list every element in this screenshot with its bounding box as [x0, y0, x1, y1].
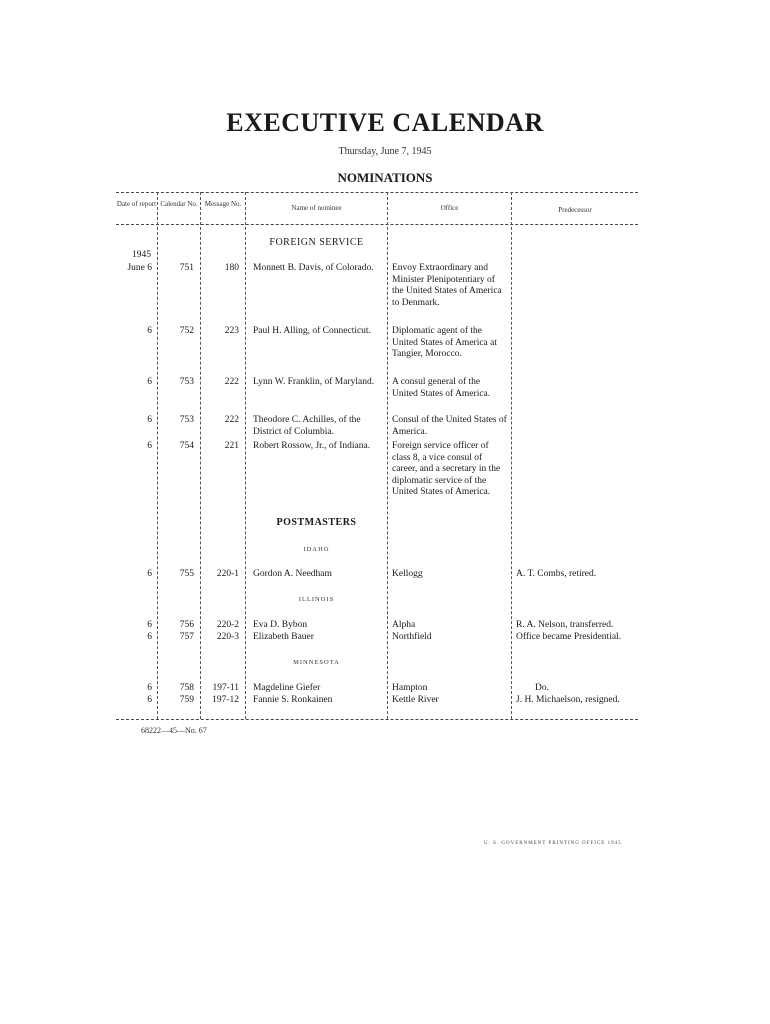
office-cell: Consul of the United States of America. [392, 415, 507, 437]
predecessor-cell: J. H. Michaelson, resigned. [516, 695, 620, 705]
office-cell: Alpha [392, 620, 416, 630]
calendar-no-cell: 756 [179, 620, 194, 630]
date-cell: 6 [147, 326, 152, 336]
message-no-cell: 223 [224, 326, 239, 336]
message-no-cell: 221 [224, 441, 239, 451]
message-no-cell: 220-3 [216, 632, 239, 642]
column-divider [511, 192, 512, 719]
foreign-service-heading: FOREIGN SERVICE [269, 237, 364, 248]
document-code: 68222—45—No. 67 [141, 726, 207, 735]
column-header-calendar-no: Calendar No. [160, 200, 198, 208]
date-cell: 6 [147, 632, 152, 642]
date-cell: 6 [147, 377, 152, 387]
office-cell: Hampton [392, 683, 428, 693]
office-cell: Diplomatic agent of the United States of America at Tangier, Morocco. [392, 326, 497, 359]
date-cell: 6 [147, 695, 152, 705]
state-heading: IDAHO [303, 546, 330, 553]
calendar-no-cell: 754 [179, 441, 194, 451]
column-divider [387, 192, 388, 719]
office-cell: Foreign service officer of class 8, a vice consul of career, and a secretary in the diplomatic service of the United States of America. [392, 441, 501, 497]
message-no-cell: 197-12 [212, 695, 239, 705]
message-no-cell: 197-11 [212, 683, 239, 693]
office-cell: Envoy Extraordinary and Minister Plenipotentiary of the United States of America to Denmark. [392, 263, 502, 308]
nominee-cell: Theodore C. Achilles, of the District of Columbia. [253, 415, 361, 437]
calendar-no-cell: 753 [179, 377, 194, 387]
printer-imprint: U. S. GOVERNMENT PRINTING OFFICE 1945 [484, 841, 622, 846]
calendar-no-cell: 752 [179, 326, 194, 336]
predecessor-cell: Office became Presidential. [516, 632, 622, 642]
nominee-cell: Monnett B. Davis, of Colorado. [253, 263, 374, 273]
year-label: 1945 [132, 250, 151, 260]
message-no-cell: 222 [224, 415, 239, 425]
predecessor-cell: R. A. Nelson, transferred. [516, 620, 614, 630]
date-cell: 6 [147, 415, 152, 425]
calendar-no-cell: 757 [179, 632, 194, 642]
nominee-cell: Lynn W. Franklin, of Maryland. [253, 377, 375, 387]
column-header-office: Office [440, 204, 459, 212]
nominee-cell: Elizabeth Bauer [253, 632, 314, 642]
nominee-cell: Robert Rossow, Jr., of Indiana. [253, 441, 371, 451]
calendar-no-cell: 753 [179, 415, 194, 425]
nominee-cell: Gordon A. Needham [253, 569, 332, 579]
table-top-rule [116, 192, 638, 193]
predecessor-cell: Do. [535, 683, 549, 693]
office-cell: Kettle River [392, 695, 439, 705]
message-no-cell: 180 [224, 263, 239, 273]
calendar-no-cell: 755 [179, 569, 194, 579]
predecessor-cell: A. T. Combs, retired. [516, 569, 597, 579]
nominee-cell: Eva D. Bybon [253, 620, 308, 630]
date-cell: 6 [147, 683, 152, 693]
date-cell: 6 [147, 441, 152, 451]
office-cell: Northfield [392, 632, 432, 642]
state-heading: ILLINOIS [298, 596, 335, 603]
message-no-cell: 220-2 [216, 620, 239, 630]
column-header-nominee: Name of nominee [291, 204, 342, 212]
calendar-no-cell: 751 [179, 263, 194, 273]
date-cell: 6 [147, 620, 152, 630]
calendar-no-cell: 759 [179, 695, 194, 705]
page-title: EXECUTIVE CALENDAR [226, 108, 544, 137]
column-header-date: Date of report [116, 200, 157, 208]
office-cell: Kellogg [392, 569, 423, 579]
section-title: NOMINATIONS [337, 170, 433, 185]
column-header-message-no: Message No. [204, 200, 242, 208]
date-cell: June 6 [127, 263, 152, 273]
date-cell: 6 [147, 569, 152, 579]
message-no-cell: 220-1 [216, 569, 239, 579]
state-heading: MINNESOTA [293, 659, 340, 666]
calendar-date: Thursday, June 7, 1945 [338, 146, 432, 157]
table-bottom-rule [116, 719, 638, 720]
column-header-predecessor: Predecessor [558, 206, 592, 214]
office-cell: A consul general of the United States of America. [392, 377, 491, 399]
calendar-no-cell: 758 [179, 683, 194, 693]
postmasters-heading: POSTMASTERS [276, 517, 357, 528]
nominee-cell: Magdeline Giefer [253, 683, 321, 693]
column-divider [245, 192, 246, 719]
nominee-cell: Fannie S. Ronkainen [253, 695, 333, 705]
nominee-cell: Paul H. Alling, of Connecticut. [253, 326, 371, 336]
message-no-cell: 222 [224, 377, 239, 387]
header-bottom-rule [116, 224, 638, 225]
